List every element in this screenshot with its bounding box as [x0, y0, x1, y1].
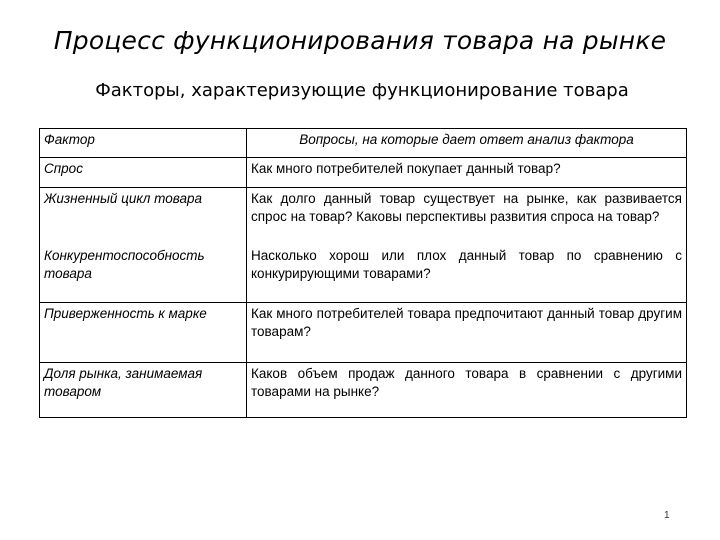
question-cell: Каков объем продаж данного товара в сравнении с другими товарами на рынке? — [247, 363, 687, 418]
factor-cell: Жизненный цикл товара — [40, 188, 247, 246]
header-questions: Вопросы, на которые дает ответ анализ фактора — [247, 129, 687, 158]
header-factor: Фактор — [40, 129, 247, 158]
table-row — [40, 245, 687, 303]
factor-cell: Спрос — [40, 158, 247, 188]
factors-table — [39, 128, 687, 418]
table-row — [40, 303, 687, 363]
factor-cell: Доля рынка, занимаемая товаром — [40, 363, 247, 418]
question-cell: Как много потребителей покупает данный товар? — [247, 158, 687, 188]
page-number: 1 — [664, 510, 670, 521]
slide-subtitle: Факторы, характеризующие функционирование товара — [95, 80, 629, 101]
table-row — [40, 363, 687, 418]
question-cell: Насколько хорош или плох данный товар по сравнению с конкурирующими товарами? — [247, 245, 687, 303]
table-header-row — [40, 129, 687, 158]
slide-title: Процесс функционирования товара на рынке — [53, 26, 667, 55]
question-cell: Как долго данный товар существует на рынке, как развивается спрос на товар? Каковы перспективы развития спроса на товар? — [247, 188, 687, 246]
factor-cell: Конкурентоспособность товара — [40, 245, 247, 303]
factor-cell: Приверженность к марке — [40, 303, 247, 363]
question-cell: Как много потребителей товара предпочитают данный товар другим товарам? — [247, 303, 687, 363]
table-row — [40, 158, 687, 188]
table-row — [40, 188, 687, 246]
